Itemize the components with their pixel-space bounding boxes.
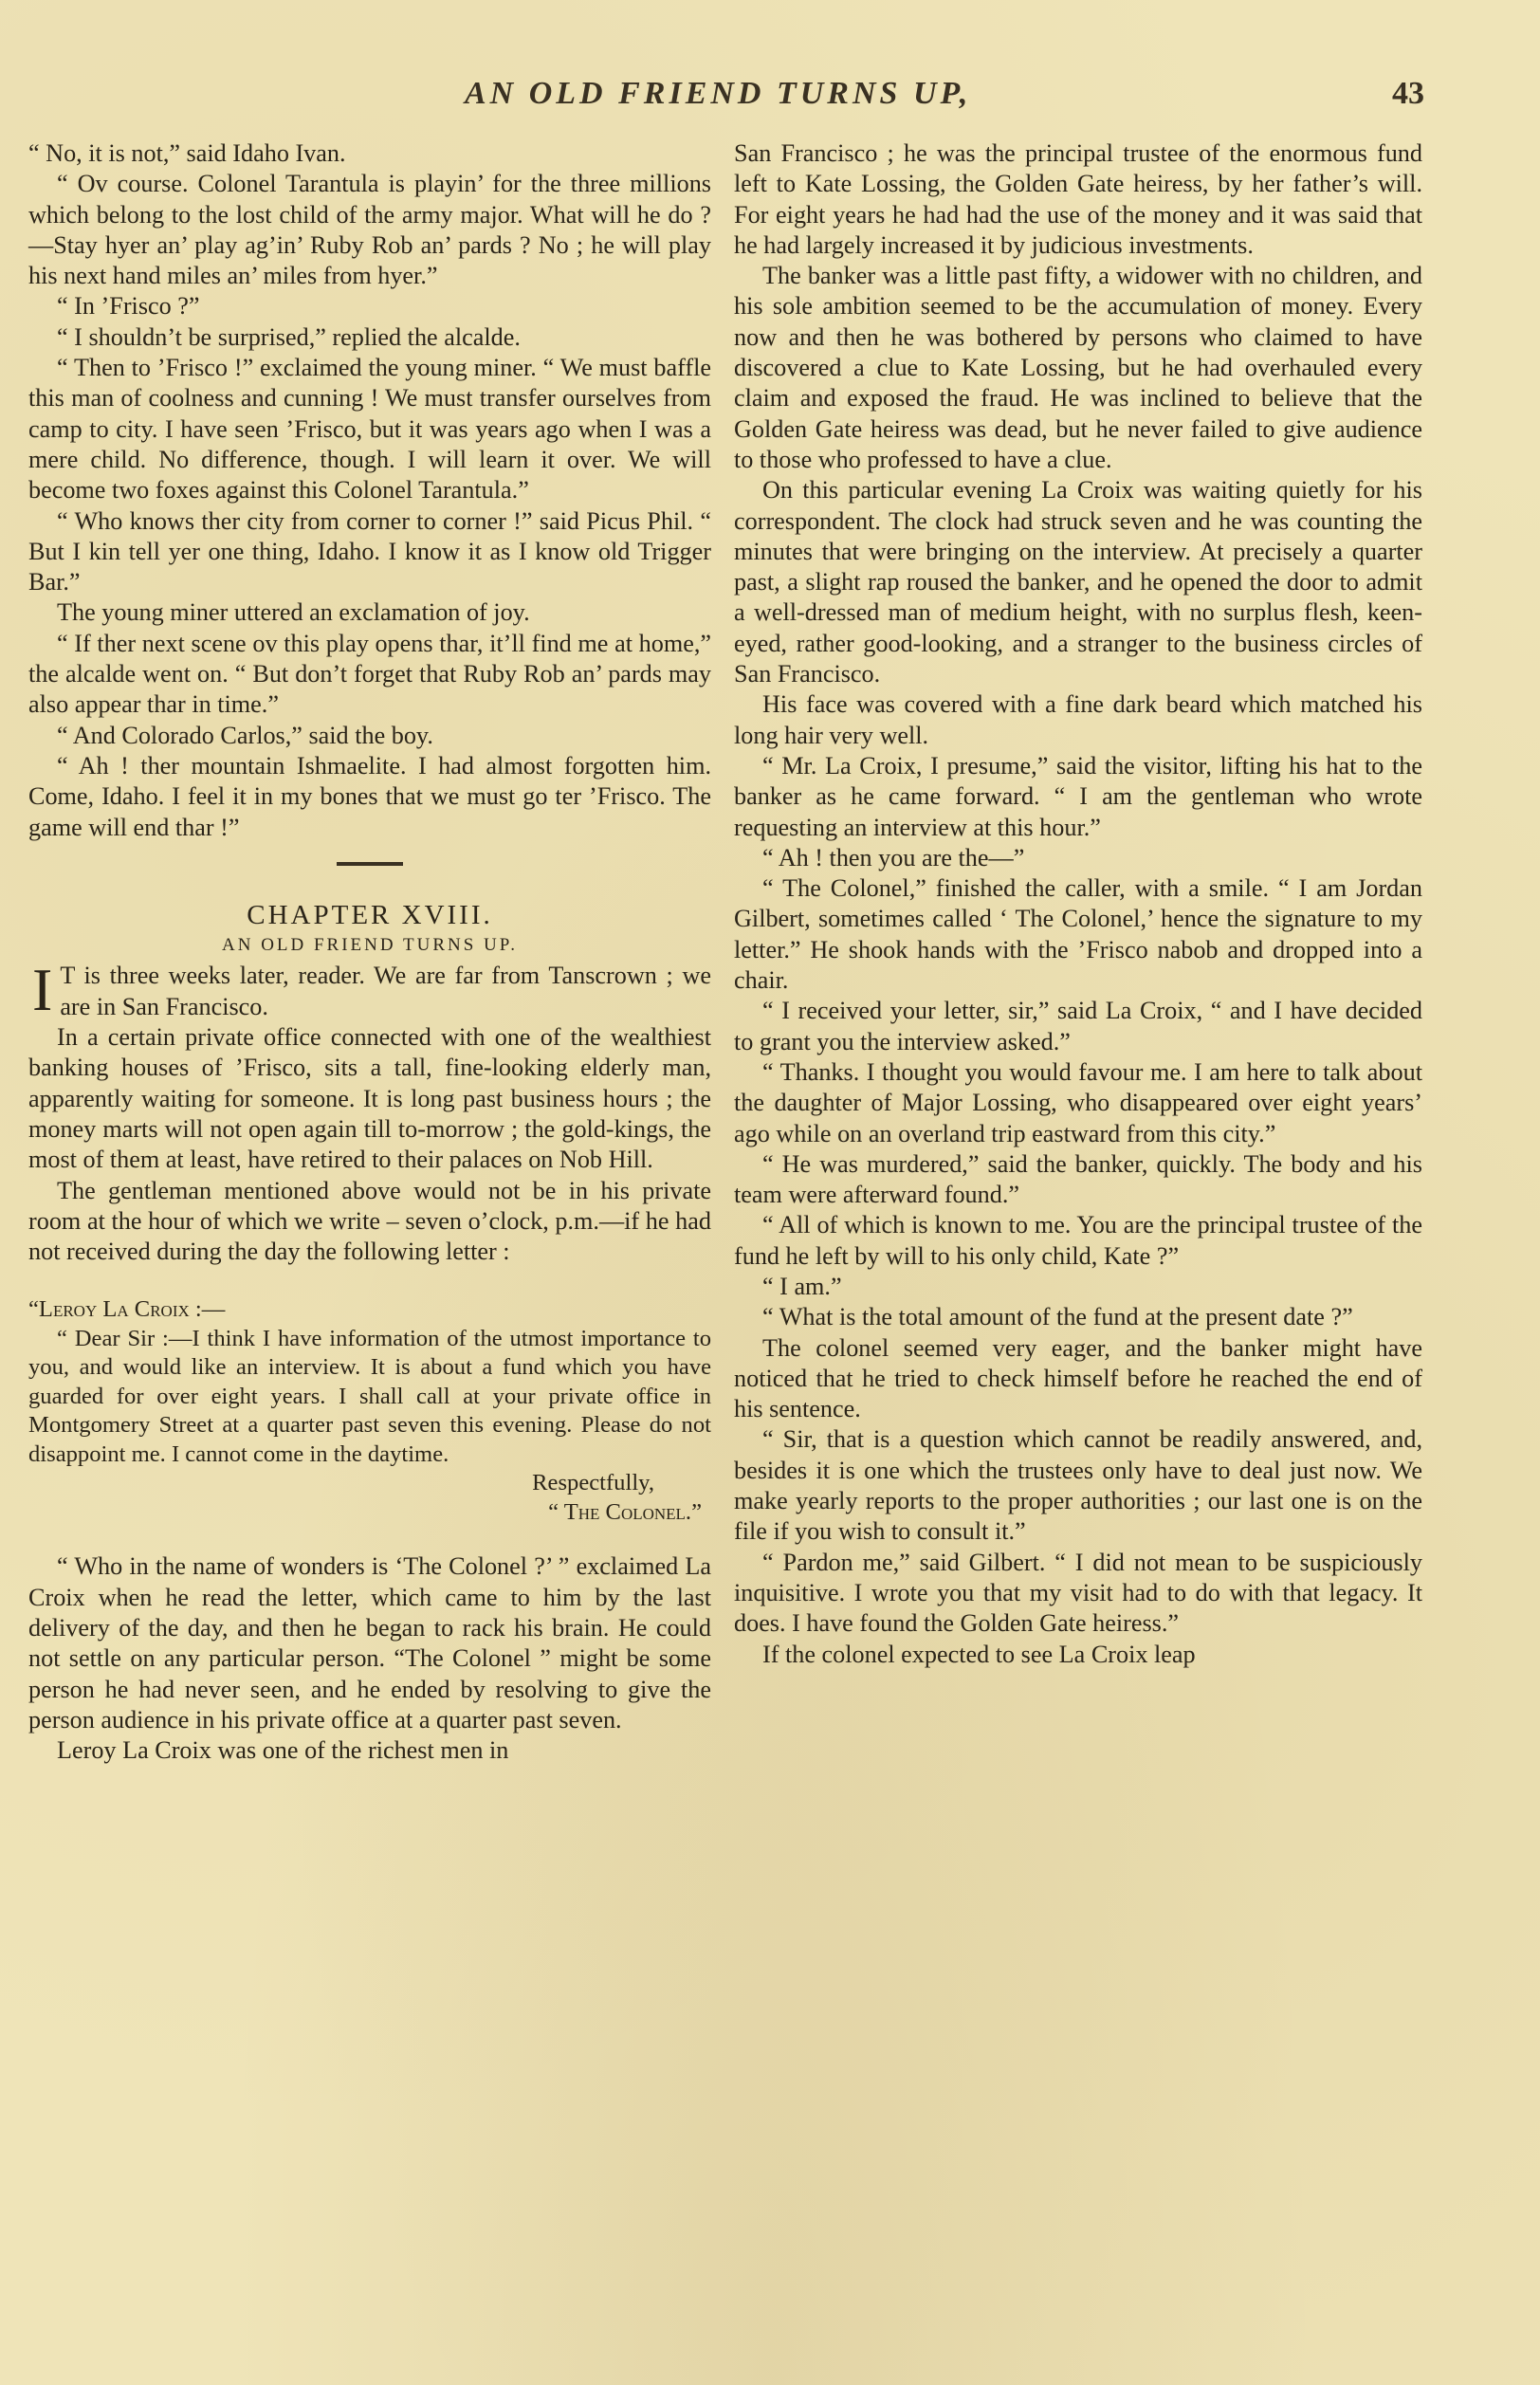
paragraph: If the colonel expected to see La Croix leap <box>762 1640 1196 1668</box>
paragraph: “ Ah ! then you are the—” <box>762 843 1025 871</box>
paragraph: “ Mr. La Croix, I presume,” said the visitor, lifting his hat to the banker as he came forward. “ I am the gentleman who wrote requesting an interview at this hour.” <box>734 751 1422 841</box>
paragraph: “ And Colorado Carlos,” said the boy. <box>57 721 433 749</box>
paragraph: Leroy La Croix was one of the richest men in <box>57 1736 509 1765</box>
paragraph: The banker was a little past fifty, a widower with no children, and his sole ambition seemed to be the accumulation of money. Every now and then he was bothered by persons who claimed to have discovered a clue to Kate Lossing, but he had overhauled every claim and exposed the fraud. He was inclined to believe that the Golden Gate heiress was dead, but he never failed to give audience to those who professed to have a clue. <box>734 262 1422 473</box>
paragraph: The colonel seemed very eager, and the banker might have noticed that he tried to check himself before he reached the end of his sentence. <box>734 1333 1422 1423</box>
chapter-title: CHAPTER XVIII. <box>247 899 493 930</box>
paragraph: “ Then to ’Frisco !” exclaimed the young miner. “ We must baffle this man of coolness and cunning ! We must transfer ourselves from camp to city. I have seen ’Frisco, but it was years ago when I was a mere child. No difference, though. I will learn it over. We will become two foxes against this Colonel Tarantula.” <box>28 354 711 505</box>
paragraph: “ Ov course. Colonel Tarantula is playin’ for the three millions which belong to the lost child of the army major. What will he do ?—Stay hyer an’ play ag’in’ Ruby Rob an’ pards ? No ; he will play his next hand miles an’ miles from hyer.” <box>28 170 711 290</box>
paragraph: The young miner uttered an exclamation of joy. <box>57 598 530 627</box>
paragraph: “ I received your letter, sir,” said La Croix, “ and I have decided to grant you the interview asked.” <box>734 997 1422 1055</box>
paragraph: His face was covered with a fine dark beard which matched his long hair very well. <box>734 690 1422 749</box>
chapter-opening-text: T is three weeks later, reader. We are far from Tanscrown ; we are in San Francisco. <box>60 962 711 1020</box>
paragraph: In a certain private office connected with one of the wealthiest banking houses of ’Frisco, sits a tall, fine-looking elderly man, apparently waiting for someone. It is long past business hours ; the money marts will not open again till to-morrow ; the gold-kings, the most of them at least, have retired to their palaces on Nob Hill. <box>28 1023 711 1174</box>
chapter-subtitle: AN OLD FRIEND TURNS UP. <box>222 935 518 956</box>
paragraph: “ What is the total amount of the fund at the present date ?” <box>762 1303 1353 1331</box>
letter-body: “ Dear Sir :—I think I have information of the utmost importance to you, and would like an interview. It is about a fund which you have guarded for over eight years. I shall call at your private office in Montgomery Street at a quarter past seven this evening. Please do not disappoint me. I cannot come in the daytime. <box>28 1325 711 1467</box>
paragraph: “ If ther next scene ov this play opens thar, it’ll find me at home,” the alcalde went on. “ But don’t forget that Ruby Rob an’ pards may also appear thar in time.” <box>28 629 711 719</box>
paragraph: “ Ah ! ther mountain Ishmaelite. I had almost forgotten him. Come, Idaho. I feel it in my bones that we must go ter ’Frisco. The game will end thar !” <box>28 751 711 841</box>
letter-signoff: Respectfully, <box>532 1470 654 1496</box>
paragraph: “ Who in the name of wonders is ‘The Colonel ?’ ” exclaimed La Croix when he read the letter, which came to him by the last delivery of the day, and then he began to rack his brain. He could not settle on any particular person. “The Colonel ” might be some person he had never seen, and he ended by resolving to give the person audience in his private office at a quarter past seven. <box>28 1552 711 1734</box>
paragraph: “ Who knows ther city from corner to corner !” said Picus Phil. “ But I kin tell yer one thing, Idaho. I know it as I know old Trigger Bar.” <box>28 506 711 596</box>
paragraph: “ I am.” <box>762 1272 842 1300</box>
letter-block <box>28 1295 711 1527</box>
left-column <box>28 138 711 1766</box>
paragraph: On this particular evening La Croix was waiting quietly for his correspondent. The clock had struck seven and he was counting the minutes that were bringing on the interview. At precisely a quarter past, a slight rap roused the banker, and he opened the door to admit a well-dressed man of medium height, with no surplus flesh, keen-eyed, rather good-looking, and a stranger to the business circles of San Francisco. <box>734 476 1422 688</box>
right-column <box>734 138 1422 1670</box>
paragraph: “ No, it is not,” said Idaho Ivan. <box>28 139 346 167</box>
page-header <box>0 76 1540 123</box>
drop-cap: I <box>32 956 53 1024</box>
paragraph: The gentleman mentioned above would not be in his private room at the hour of which we write – seven o’clock, p.m.—if he had not received during the day the following letter : <box>28 1176 711 1266</box>
section-divider <box>337 862 403 866</box>
paragraph: “ Pardon me,” said Gilbert. “ I did not mean to be suspiciously inquisitive. I wrote you that my visit had to do with that legacy. It does. I have found the Golden Gate heiress.” <box>734 1548 1422 1638</box>
paragraph: San Francisco ; he was the principal trustee of the enormous fund left to Kate Lossing, the Golden Gate heiress, by her father’s will. For eight years he had had the use of the money and it was said that he had largely increased it by judicious investments. <box>734 139 1422 259</box>
paragraph: “ The Colonel,” finished the caller, with a smile. “ I am Jordan Gilbert, sometimes called ‘ The Colonel,’ hence the signature to my letter.” He shook hands with the ’Frisco nabob and dropped into a chair. <box>734 874 1422 995</box>
letter-salutation: “Leroy La Croix :— <box>28 1296 226 1323</box>
paragraph: “ All of which is known to me. You are the principal trustee of the fund he left by will to his only child, Kate ?” <box>734 1211 1422 1270</box>
paragraph: “ He was murdered,” said the banker, quickly. The body and his team were afterward found.” <box>734 1149 1422 1209</box>
page-number: 43 <box>1392 76 1424 111</box>
chapter-opening <box>28 956 711 1024</box>
paragraph: “ I shouldn’t be surprised,” replied the alcalde. <box>57 322 521 351</box>
paragraph: “ Sir, that is a question which cannot be readily answered, and, besides it is one which the trustees only have to deal just now. We make yearly reports to the proper authorities ; our last one is on the file if you wish to consult it.” <box>734 1425 1422 1546</box>
paragraph: “ In ’Frisco ?” <box>57 292 200 321</box>
running-title: AN OLD FRIEND TURNS UP, <box>465 76 972 111</box>
paragraph: “ Thanks. I thought you would favour me. I am here to talk about the daughter of Major Lossing, who disappeared over eight years’ ago while on an overland trip eastward from this city.” <box>734 1057 1422 1147</box>
letter-signature: “ The Colonel.” <box>548 1498 702 1525</box>
